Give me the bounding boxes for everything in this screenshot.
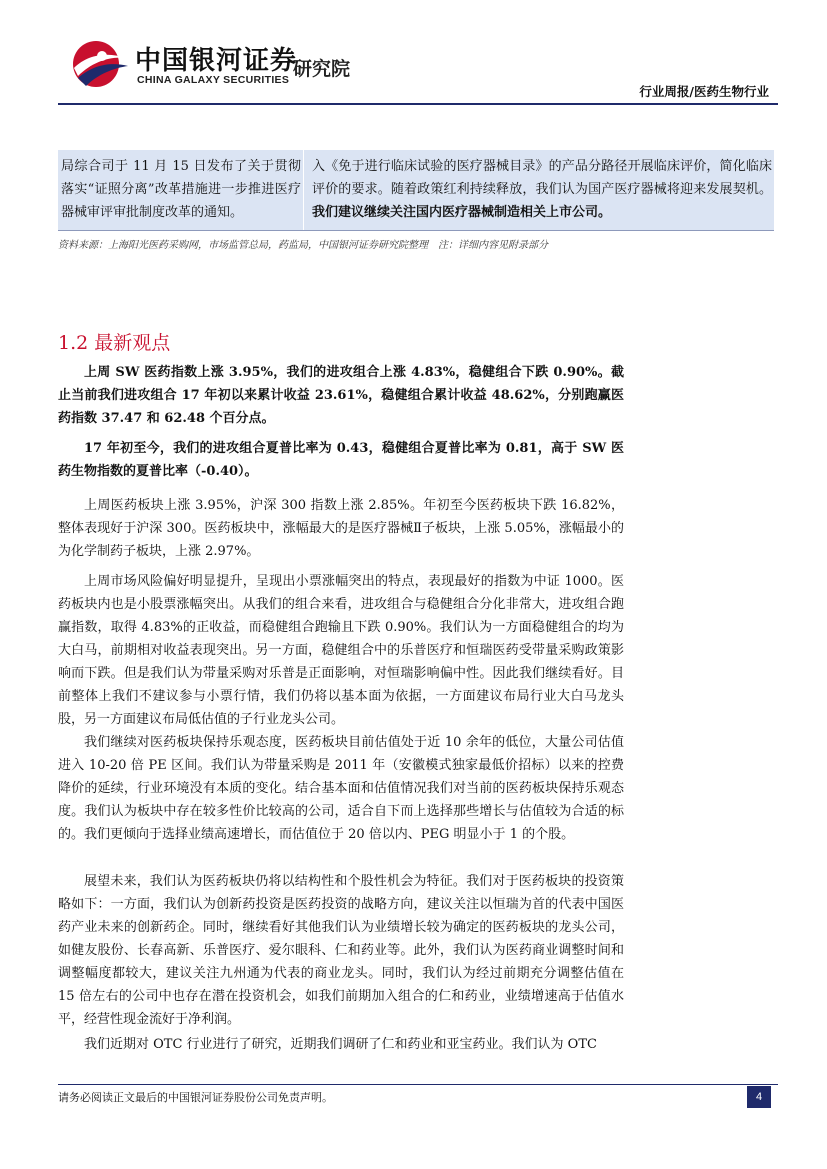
section-title: 1.2 最新观点	[58, 332, 171, 354]
paragraph-otc: 我们近期对 OTC 行业进行了研究，近期我们调研了仁和药业和亚宝药业。我们认为 OTC	[84, 1037, 597, 1052]
footer-divider	[58, 1084, 778, 1085]
brand-name-cn: 中国银河证券	[135, 46, 298, 76]
paragraph-performance: 上周 SW 医药指数上涨 3.95%，我们的进攻组合上涨 4.83%，稳健组合下跌 0.90%。截止当前我们进攻组合 17 年初以来累计收益 23.61%，稳健组合累计收益 48.62%，分别跑赢医药指数 37.47 和 62.48 个百分点。	[58, 365, 624, 426]
paragraph-sector-performance: 上周医药板块上涨 3.95%，沪深 300 指数上涨 2.85%。年初至今医药板块下跌 16.82%，整体表现好于沪深 300。医药板块中，涨幅最大的是医疗器械Ⅱ子板块，上涨 5.05%，涨幅最小的为化学制药子板块，上涨 2.97%。	[58, 498, 624, 559]
summary-cell-divider	[303, 150, 304, 230]
summary-right-cell	[312, 155, 772, 224]
paragraph-market-risk: 上周市场风险偏好明显提升，呈现出小票涨幅突出的特点，表现最好的指数为中证 1000。医药板块内也是小股票涨幅突出。从我们的组合来看，进攻组合与稳健组合分化非常大，进攻组合跑赢指数，取得 4.83%的正收益，而稳健组合跑输且下跌 0.90%。我们认为一方面稳健组合的均为大白马，前期相对收益表现突出。另一方面，稳健组合中的乐普医疗和恒瑞医药受带量采购政策影响而下跌。但是我们认为带量采购对乐普是正面影响，对恒瑞影响偏中性。因此我们继续看好。目前整体上我们不建议参与小票行情，我们仍将以基本面为依据，一方面建议布局行业大白马龙头股，另一方面建议布局低估值的子行业龙头公司。	[58, 574, 624, 727]
summary-left-cell: 局综合司于 11 月 15 日发布了关于贯彻落实“证照分离”改革措施进一步推进医疗器械审评审批制度改革的通知。	[61, 159, 301, 220]
page-number: 4	[747, 1086, 771, 1108]
paragraph-valuation: 我们继续对医药板块保持乐观态度，医药板块目前估值处于近 10 余年的低位，大量公司估值进入 10-20 倍 PE 区间。我们认为带量采购是 2011 年（安徽模式独家最低价招标）以来的控费降价的延续，行业环境没有本质的变化。结合基本面和估值情况我们对当前的医药板块保持乐观态度。我们认为板块中存在较多性价比较高的公司，适合自下而上选择那些增长与估值较为合适的标的。我们更倾向于选择业绩高速增长，而估值位于 20 倍以内、PEG 明显小于 1 的个股。	[58, 735, 624, 842]
summary-right-recommendation: 我们建议继续关注国内医疗器械制造相关上市公司。	[312, 205, 612, 220]
page-header	[0, 0, 827, 108]
brand-name-en: CHINA GALAXY SECURITIES	[137, 74, 290, 86]
source-note: 资料来源：上海阳光医药采购网，市场监管总局，药监局，中国银河证券研究院整理 注：详细内容见附录部分	[58, 240, 548, 251]
paragraph-outlook: 展望未来，我们认为医药板块仍将以结构性和个股性机会为特征。我们对于医药板块的投资策略如下：一方面，我们认为创新药投资是医药投资的战略方向，建议关注以恒瑞为首的代表中国医药产业未来的创新药企。同时，继续看好其他我们认为业绩增长较为确定的医药板块的龙头公司，如健友股份、长春高新、乐普医疗、爱尔眼科、仁和药业等。此外，我们认为医药商业调整时间和调整幅度都较大，建议关注九州通为代表的商业龙头。同时，我们认为经过前期充分调整估值在 15 倍左右的公司中也存在潜在投资机会，如我们前期加入组合的仁和药业，业绩增速高于估值水平，经营性现金流好于净利润。	[58, 874, 624, 1027]
report-type-label: 行业周报/医药生物行业	[639, 84, 769, 99]
summary-right-text: 入《免于进行临床试验的医疗器械目录》的产品分路径开展临床评价，简化临床评价的要求。随着政策红利持续释放，我们认为国产医疗器械将迎来发展契机。	[312, 159, 772, 197]
institute-label: 研究院	[293, 58, 351, 80]
header-divider	[58, 103, 778, 105]
summary-table-row	[58, 150, 774, 231]
paragraph-sharpe-ratio: 17 年初至今，我们的进攻组合夏普比率为 0.43，稳健组合夏普比率为 0.81，高于 SW 医药生物指数的夏普比率（-0.40）。	[58, 441, 624, 479]
galaxy-logo-icon	[68, 38, 130, 90]
footer-disclaimer: 请务必阅读正文最后的中国银河证券股份公司免责声明。	[58, 1091, 333, 1104]
